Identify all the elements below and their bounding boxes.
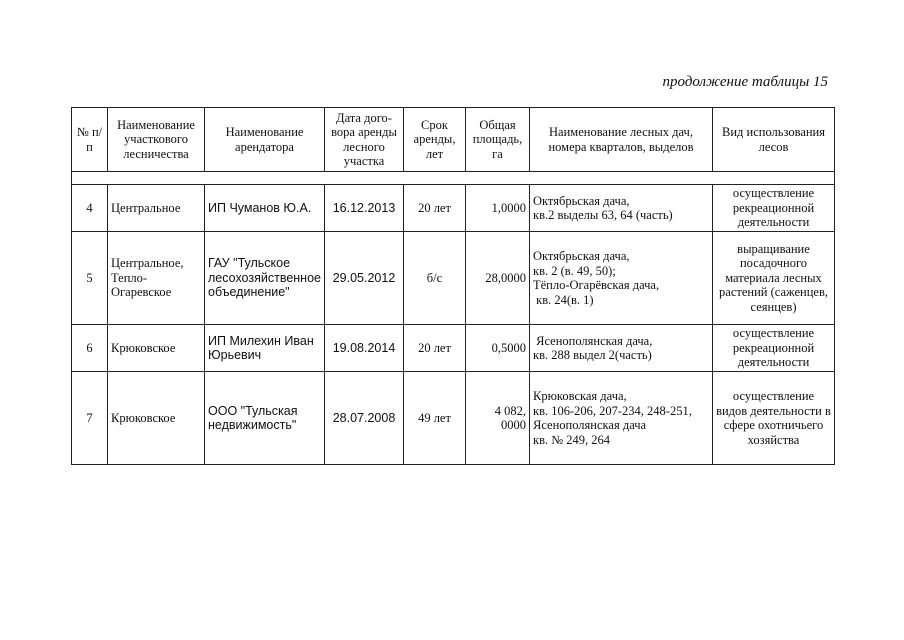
dacha-line: Тёпло-Огарёвская дача, <box>533 278 660 292</box>
dacha-line: кв. 24(в. 1) <box>533 292 594 307</box>
cell-use: осуществление видов деятельности в сфере охотничьего хозяйства <box>713 372 835 465</box>
dacha-line: кв. 2 (в. 49, 50); <box>533 263 616 278</box>
dacha-line: Ясенополянская дача <box>533 418 647 432</box>
cell-use: осуществление рекреационной деятельности <box>713 325 835 372</box>
header-num: № п/п <box>72 108 108 172</box>
dacha-line: кв. 288 выдел 2(часть) <box>533 348 652 362</box>
dacha-line: Крюковская дача, <box>533 389 627 403</box>
cell-date: 28.07.2008 <box>325 372 404 465</box>
dacha-line: Октябрьская дача, <box>533 193 630 208</box>
spacer-row <box>72 172 835 185</box>
cell-date: 29.05.2012 <box>325 232 404 325</box>
cell-use: выращивание посадочного материала лесных растений (саженцев, сеянцев) <box>713 232 835 325</box>
cell-area: 28,0000 <box>466 232 530 325</box>
cell-date: 16.12.2013 <box>325 185 404 232</box>
header-tenant: Наименование арендатора <box>205 108 325 172</box>
cell-dachas <box>530 185 713 232</box>
header-row <box>72 108 835 172</box>
dacha-line: Октябрьская дача, <box>533 249 630 263</box>
cell-dachas <box>530 372 713 465</box>
cell-forestry: Центральное <box>108 185 205 232</box>
cell-dachas <box>530 325 713 372</box>
dacha-line: кв.2 выделы 63, 64 (часть) <box>533 208 673 222</box>
dacha-line: кв. № 249, 264 <box>533 432 611 447</box>
cell-term: 49 лет <box>404 372 466 465</box>
cell-num: 6 <box>72 325 108 372</box>
table-row <box>72 325 835 372</box>
header-date: Дата дого-вора аренды лесного участка <box>325 108 404 172</box>
dacha-line: Ясенополянская дача, <box>533 333 653 348</box>
cell-tenant: ООО "Тульская недвижимость" <box>205 372 325 465</box>
cell-tenant: ИП Милехин Иван Юрьевич <box>205 325 325 372</box>
cell-area: 1,0000 <box>466 185 530 232</box>
cell-term: 20 лет <box>404 325 466 372</box>
cell-dachas <box>530 232 713 325</box>
header-use: Вид использования лесов <box>713 108 835 172</box>
cell-tenant: ИП Чуманов Ю.А. <box>205 185 325 232</box>
cell-use: осуществление рекреационной деятельности <box>713 185 835 232</box>
cell-num: 5 <box>72 232 108 325</box>
dacha-line: кв. 106-206, 207-234, 248-251, <box>533 403 692 418</box>
table-caption: продолжение таблицы 15 <box>662 74 828 90</box>
header-area: Общая площадь, га <box>466 108 530 172</box>
cell-forestry: Центральное, Тепло-Огаревское <box>108 232 205 325</box>
cell-area: 4 082, 0000 <box>466 372 530 465</box>
cell-date: 19.08.2014 <box>325 325 404 372</box>
spacer-cell <box>72 172 835 185</box>
cell-area: 0,5000 <box>466 325 530 372</box>
table-row <box>72 232 835 325</box>
header-dachas: Наименование лесных дач, номера кварталов, выделов <box>530 108 713 172</box>
table-row <box>72 372 835 465</box>
cell-num: 7 <box>72 372 108 465</box>
header-term: Срок аренды, лет <box>404 108 466 172</box>
cell-forestry: Крюковское <box>108 372 205 465</box>
lease-table <box>71 107 835 465</box>
header-forestry: Наименование участкового лесничества <box>108 108 205 172</box>
cell-forestry: Крюковское <box>108 325 205 372</box>
cell-tenant: ГАУ "Тульское лесохозяйственное объединение" <box>205 232 325 325</box>
table-row <box>72 185 835 232</box>
cell-term: 20 лет <box>404 185 466 232</box>
cell-term: б/с <box>404 232 466 325</box>
cell-num: 4 <box>72 185 108 232</box>
